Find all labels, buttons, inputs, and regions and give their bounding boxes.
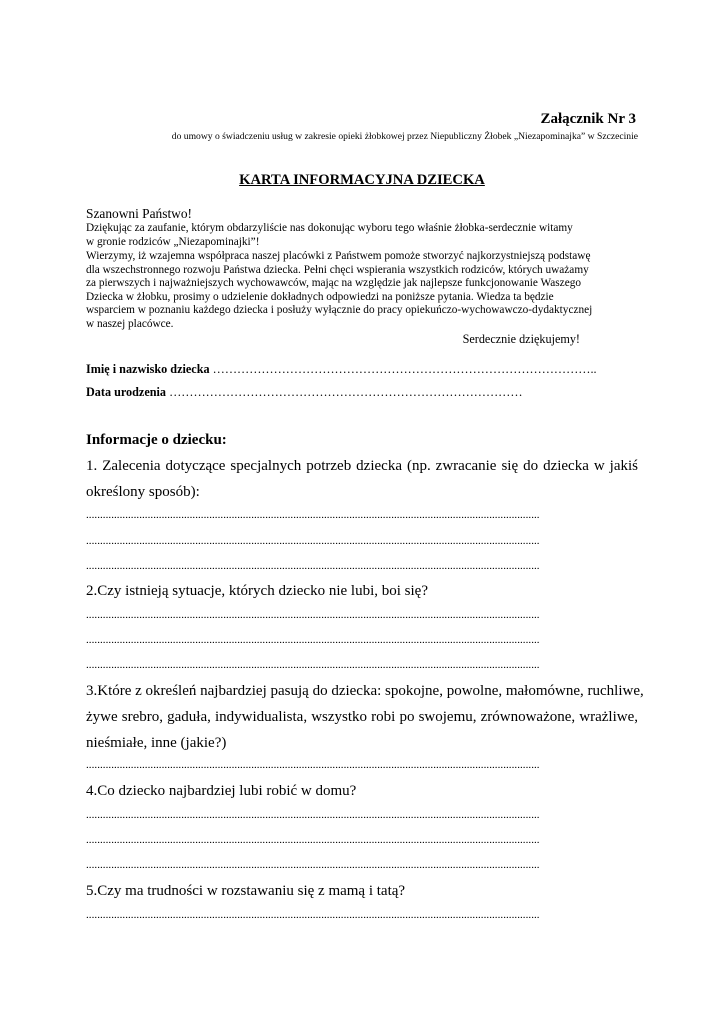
question-2: 2.Czy istnieją sytuacje, których dziecko nie lubi, boi się?	[86, 583, 428, 599]
answer-line: ..................................................................................................................................................................	[86, 834, 540, 846]
intro-line: w gronie rodziców „Niezapominajki”!	[86, 236, 260, 248]
answer-line: ..................................................................................................................................................................	[86, 609, 540, 621]
intro-line: dla wszechstronnego rozwoju Państwa dziecka. Pełni chęci wspierania wszystkich rodziców, których uważamy	[86, 264, 589, 276]
intro-line: Wierzymy, iż wzajemna współpraca naszej placówki z Państwem pomoże stworzyć najkorzystniejszą podstawę	[86, 250, 591, 262]
intro-line: Dziękując za zaufanie, którym obdarzyliście nas dokonując wyboru tego właśnie żłobka-serdecznie witamy	[86, 222, 573, 234]
child-name-label: Imię i nazwisko dziecka	[86, 362, 210, 376]
intro-line: wsparciem w poznaniu każdego dziecka i posłuży wyłącznie do pracy opiekuńczo-wychowawczo-dydaktycznej	[86, 304, 593, 316]
answer-line: ..................................................................................................................................................................	[86, 859, 540, 871]
info-heading: Informacje o dziecku:	[86, 432, 227, 448]
intro-line: w naszej placówce.	[86, 318, 174, 330]
greeting: Szanowni Państwo!	[86, 206, 193, 221]
birth-date-field	[86, 385, 523, 400]
birth-date-blank: ……………………………………………………………………………	[169, 385, 523, 399]
intro-line: Dziecka w żłobku, prosimy o udzielenie dokładnych odpowiedzi na poniższe pytania. Wiedza ta będzie	[86, 291, 554, 303]
document-title: KARTA INFORMACYJNA DZIECKA	[239, 172, 485, 188]
question-3-line-2: żywe srebro, gaduła, indywidualista, wszystko robi po swojemu, zrównoważone, wrażliwe,	[86, 709, 638, 725]
attachment-title: Załącznik Nr 3	[540, 111, 636, 127]
question-1-line-1: 1. Zalecenia dotyczące specjalnych potrzeb dziecka (np. zwracanie się do dziecka w jakiś	[86, 458, 638, 474]
question-5: 5.Czy ma trudności w rozstawaniu się z mamą i tatą?	[86, 883, 406, 899]
question-3-line-3: nieśmiałe, inne (jakie?)	[86, 735, 227, 751]
child-name-blank: …………………………………………………………………………………..	[212, 362, 597, 376]
question-4: 4.Co dziecko najbardziej lubi robić w domu?	[86, 783, 357, 799]
answer-line: ..................................................................................................................................................................	[86, 809, 540, 821]
answer-line: ..................................................................................................................................................................	[86, 509, 540, 521]
answer-line: ..................................................................................................................................................................	[86, 535, 540, 547]
question-1-line-2: określony sposób):	[86, 484, 200, 500]
answer-line: ..................................................................................................................................................................	[86, 560, 540, 572]
answer-line: ..................................................................................................................................................................	[86, 634, 540, 646]
thanks-text: Serdecznie dziękujemy!	[462, 332, 580, 346]
intro-line: za pierwszych i najważniejszych wychowawców, mając na względzie jak najlepsze funkcjonowanie Waszego	[86, 277, 581, 289]
question-3-line-1: 3.Które z określeń najbardziej pasują do dziecka: spokojne, powolne, małomówne, ruchliwe,	[86, 683, 644, 699]
attachment-subtitle: do umowy o świadczeniu usług w zakresie opieki żłobkowej przez Niepubliczny Żłobek „Niezapominajka” w Szczecinie	[171, 131, 638, 142]
birth-date-label: Data urodzenia	[86, 385, 167, 399]
answer-line: ..................................................................................................................................................................	[86, 659, 540, 671]
answer-line: ..................................................................................................................................................................	[86, 759, 540, 771]
answer-line: ..................................................................................................................................................................	[86, 909, 540, 921]
child-name-field	[86, 362, 597, 377]
